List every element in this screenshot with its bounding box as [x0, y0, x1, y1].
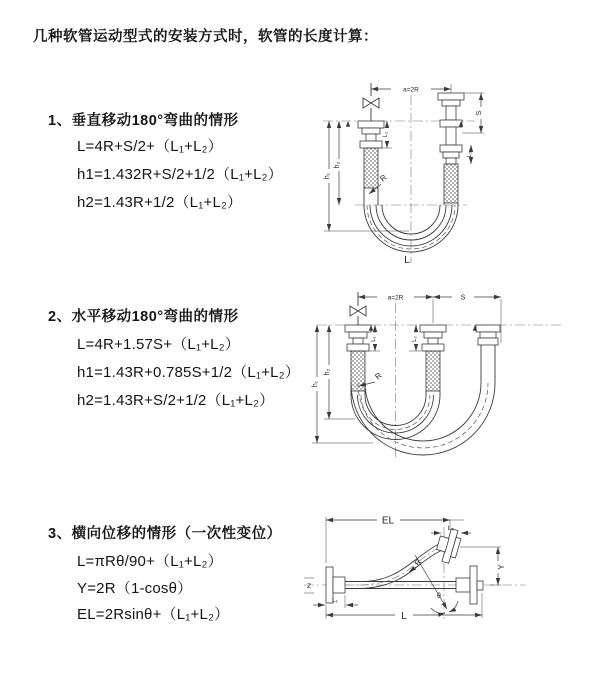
section-3-formula-el: EL=2Rsinθ+（L₁+L₂）: [77, 606, 230, 623]
dim-label-y: Y: [497, 564, 506, 570]
dim-label-a2r: a=2R: [387, 294, 404, 302]
hose-wide-position: [351, 345, 495, 455]
section-1-formula-h1: h1=1.432R+S/2+1/2（L₁+L₂）: [77, 166, 283, 183]
fitting-tilted-flange: [434, 526, 463, 564]
angle-label: θ: [437, 593, 441, 600]
dim-label-l2: L₂: [412, 336, 418, 342]
radius-label: R: [378, 172, 389, 184]
dim-label-l1: L₁: [332, 597, 338, 604]
dimension-lines: [312, 294, 501, 443]
section-3-formula-l: L=πRθ/90+（L₁+L₂）: [77, 553, 223, 570]
fitting-right-flange: [456, 566, 483, 604]
diagram-horizontal-180-bend: [303, 283, 598, 465]
dim-label-el: EL: [381, 515, 395, 527]
dim-label-a2r: a=2R: [403, 86, 419, 94]
section-3-heading: 3、横向位移的情形（一次性变位）: [48, 526, 282, 542]
fitting-right: [476, 325, 500, 345]
dim-label-l1: L₁: [383, 131, 389, 138]
section-3-formula-y: Y=2R（1-cosθ）: [77, 580, 193, 597]
dim-label-s: S: [476, 110, 483, 116]
section-2-formula-h1: h1=1.43R+0.785S+1/2（L₁+L₂）: [77, 364, 300, 381]
radius-label: R: [373, 370, 384, 382]
dim-label-h1: h₁: [312, 380, 319, 388]
section-1-formula-h2: h2=1.43R+1/2（L₁+L₂）: [77, 194, 243, 211]
fitting-middle: [420, 325, 446, 391]
dim-label-l2: L₂: [467, 151, 473, 158]
section-2-formula-h2: h2=1.43R+S/2+1/2（L₁+L₂）: [77, 392, 275, 409]
centerlines: [304, 527, 526, 619]
diagram-vertical-180-bend: [303, 73, 595, 269]
fitting-left: [345, 325, 371, 391]
fitting-right: [438, 93, 464, 203]
dim-label-h2: h₂: [324, 368, 331, 376]
radius-label: R: [412, 557, 424, 568]
length-label: L: [404, 255, 410, 266]
dim-label-h2: h₂: [334, 161, 341, 169]
datum-label: Z: [307, 583, 311, 590]
section-1-heading: 1、垂直移动180°弯曲的情形: [48, 113, 239, 129]
dim-label-s: S: [460, 294, 466, 302]
page-title: 几种软管运动型式的安装方式时，软管的长度计算：: [33, 29, 378, 45]
dim-label-l1: L₁: [371, 336, 377, 342]
dim-label-l2: L₂: [447, 525, 455, 532]
section-1-formula-l: L=4R+S/2+（L₁+L₂）: [77, 138, 223, 155]
section-2-formula-l: L=4R+1.57S+（L₁+L₂）: [77, 336, 240, 353]
diagram-lateral-displacement: [298, 505, 600, 663]
dim-label-l: L: [401, 611, 407, 622]
section-2-heading: 2、水平移动180°弯曲的情形: [48, 309, 239, 325]
dim-label-h1: h₁: [324, 172, 331, 180]
